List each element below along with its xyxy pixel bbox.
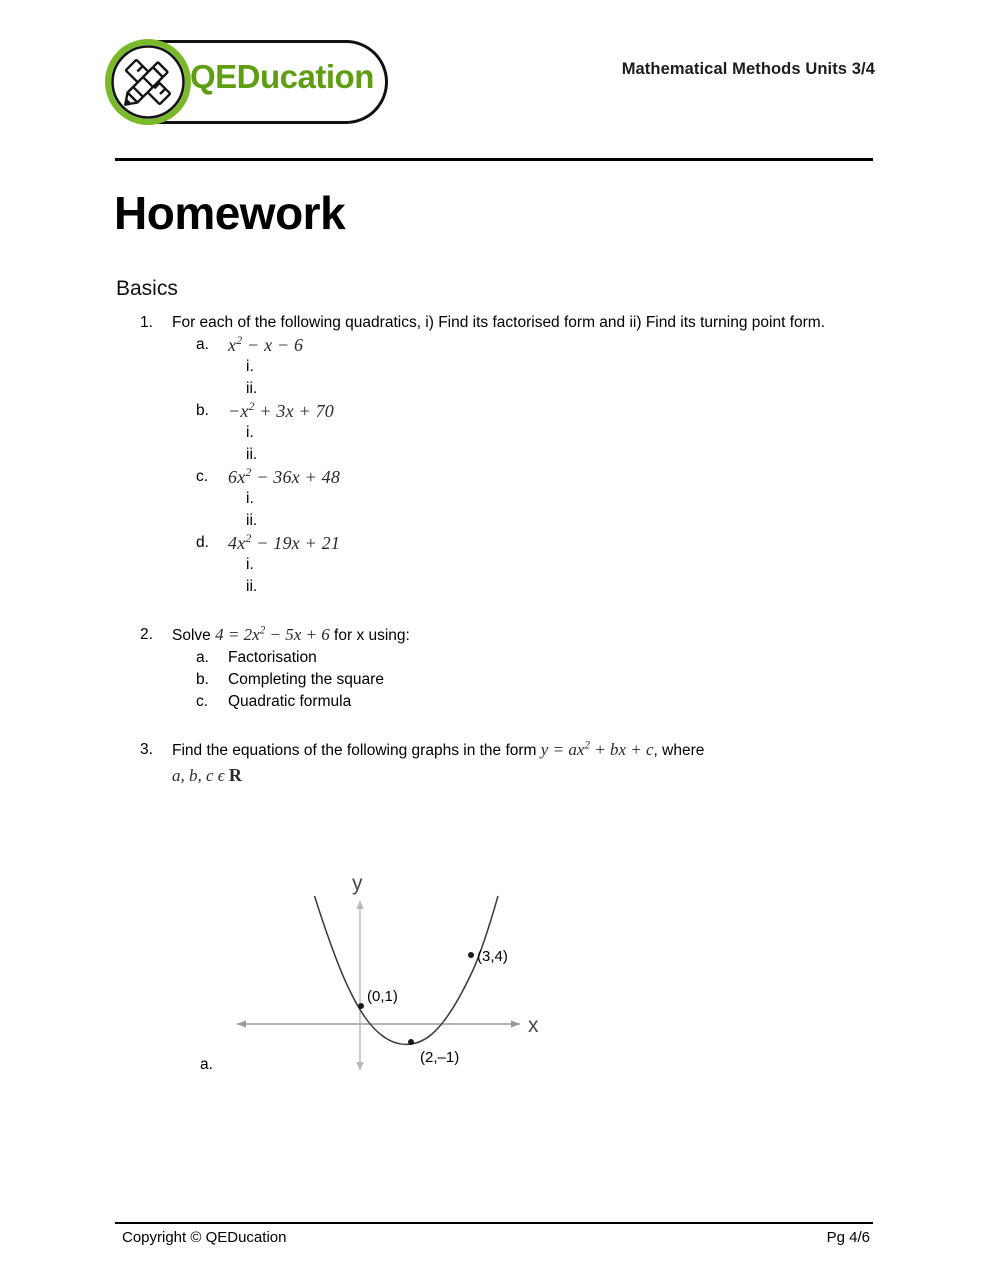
question-2-expression: $4 = 2x^2 - 5x + 6$ — [215, 624, 330, 644]
question-1c-step-ii-marker: ii. — [246, 512, 258, 529]
question-1b-marker: b. — [196, 402, 209, 419]
header-subject-title: Mathematical Methods Units 3/4 — [621, 60, 875, 78]
spacer — [0, 713, 985, 739]
spacer — [0, 598, 985, 624]
question-3-number: 3. — [140, 741, 153, 758]
question-2b-row — [0, 669, 985, 691]
question-2c-label: Quadratic formula — [228, 693, 352, 710]
question-2-row — [0, 624, 985, 647]
question-1 — [0, 312, 985, 598]
footer-copyright: Copyright © QEDucation — [122, 1229, 287, 1246]
question-1d-marker: d. — [196, 534, 209, 551]
question-1c-step-i-marker: i. — [246, 490, 254, 507]
pencil-ruler-icon — [104, 38, 192, 126]
worksheet-content — [0, 312, 985, 787]
question-3-condition: a, b, c ϵ R — [172, 765, 242, 785]
question-1c-marker: c. — [196, 468, 209, 485]
point-2-minus1 — [408, 1039, 414, 1045]
question-1c-row — [0, 466, 985, 488]
page-header — [0, 0, 985, 150]
question-1c-expression: $6x^2 - 36x + 48$ — [228, 465, 341, 487]
question-1a-marker: a. — [196, 336, 209, 353]
question-1d-expression: $4x^2 - 19x + 21$ — [228, 531, 341, 553]
logo-wordmark: QEDucation — [190, 58, 374, 95]
question-3a-marker: a. — [200, 1056, 213, 1073]
question-2b-label: Completing the square — [228, 671, 384, 688]
question-1-row — [0, 312, 985, 334]
point-3-4 — [468, 952, 474, 958]
question-3-text-after: , where — [653, 742, 705, 759]
point-0-1 — [358, 1003, 364, 1009]
question-1a-row — [0, 334, 985, 356]
footer-divider — [115, 1222, 873, 1224]
question-1a-expression: $x^2 - x - 6$ — [228, 333, 304, 355]
question-1d-step-i-marker: i. — [246, 556, 254, 573]
question-1-number: 1. — [140, 314, 153, 331]
x-axis-label: x — [528, 1014, 539, 1037]
question-1b-step-ii — [0, 444, 985, 466]
question-2a-marker: a. — [196, 649, 209, 666]
question-1d-row — [0, 532, 985, 554]
question-1b-row — [0, 400, 985, 422]
question-1c-step-ii — [0, 510, 985, 532]
question-1a-step-ii — [0, 378, 985, 400]
question-3-text — [172, 739, 872, 787]
question-1b-expression: $-x^2 + 3x + 70$ — [228, 399, 334, 421]
page-title: Homework — [114, 187, 346, 239]
question-1b-step-ii-marker: ii. — [246, 446, 258, 463]
question-1b-step-i-marker: i. — [246, 424, 254, 441]
question-2 — [0, 624, 985, 713]
question-1a-step-i-marker: i. — [246, 358, 254, 375]
point-label-3-4: (3,4) — [477, 948, 508, 965]
question-1b-step-i — [0, 422, 985, 444]
question-2b-marker: b. — [196, 671, 209, 688]
question-1-text: For each of the following quadratics, i) Find its factorised form and ii) Find its turning point form. — [172, 314, 826, 331]
footer-page-number: Pg 4/6 — [826, 1229, 870, 1246]
parabola-curve — [315, 896, 499, 1044]
parabola-graph — [228, 866, 558, 1081]
point-label-2-minus1: (2,–1) — [420, 1049, 460, 1066]
question-2-text-after: for x using: — [334, 627, 410, 644]
question-3-row — [0, 739, 985, 787]
header-divider — [115, 158, 873, 161]
question-3-expression: $y = ax^2$ + bx + c — [540, 739, 654, 759]
x-axis — [237, 1020, 520, 1027]
y-axis-label: y — [352, 872, 363, 895]
y-axis — [356, 900, 363, 1071]
question-2-text-before: Solve — [172, 627, 211, 644]
question-1a-step-ii-marker: ii. — [246, 380, 258, 397]
question-1d-step-ii-marker: ii. — [246, 578, 258, 595]
question-2a-label: Factorisation — [228, 649, 317, 666]
question-2c-row — [0, 691, 985, 713]
question-2c-marker: c. — [196, 693, 209, 710]
question-3 — [0, 739, 985, 787]
question-2-number: 2. — [140, 626, 153, 643]
question-3-text-before: Find the equations of the following graphs in the form — [172, 742, 537, 759]
section-heading-basics: Basics — [116, 277, 178, 300]
question-1a-step-i — [0, 356, 985, 378]
question-1d-step-ii — [0, 576, 985, 598]
question-2-text — [172, 624, 872, 647]
question-1c-step-i — [0, 488, 985, 510]
question-2a-row — [0, 647, 985, 669]
point-label-0-1: (0,1) — [367, 988, 398, 1005]
question-1d-step-i — [0, 554, 985, 576]
